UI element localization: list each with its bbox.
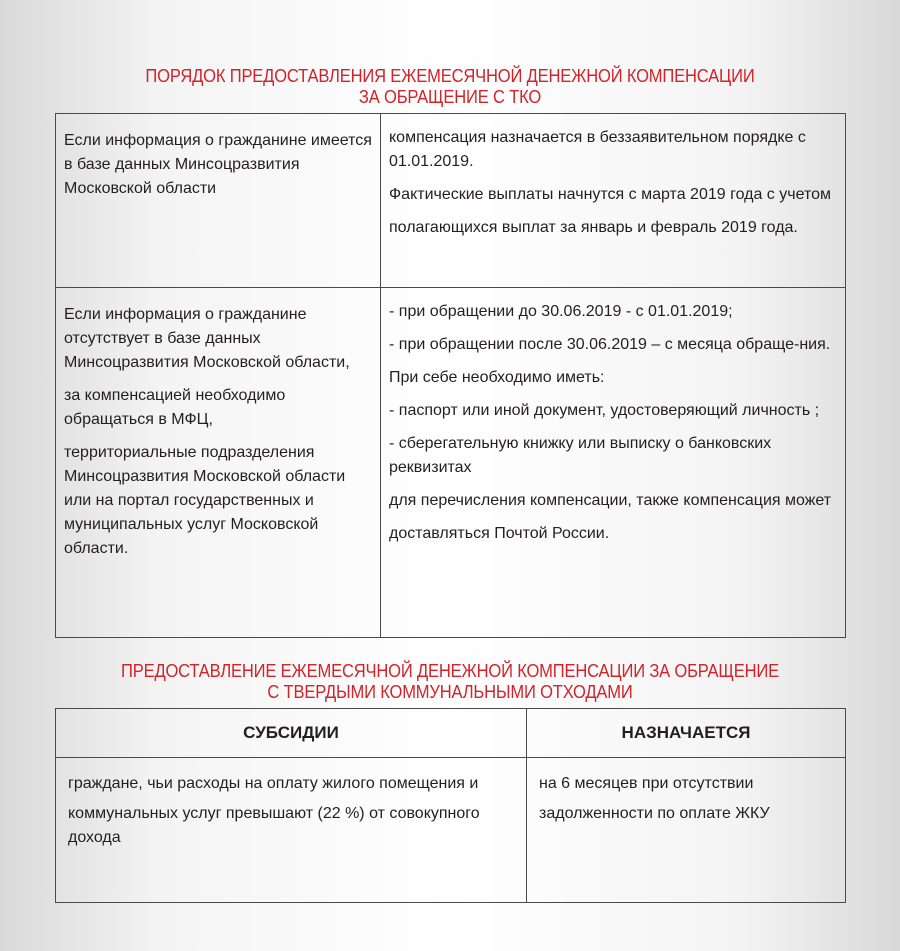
details-text: компенсация назначается в беззаявительном порядке с 01.01.2019. <box>389 129 806 170</box>
table-row <box>56 114 846 288</box>
assigned-text: задолженности по оплате ЖКУ <box>539 805 770 822</box>
column-header-assigned: НАЗНАЧАЕТСЯ <box>527 709 846 758</box>
condition-cell <box>56 288 381 638</box>
condition-text: Если информация о гражданине отсутствует в базе данных Минсоцразвития Московской области, <box>64 306 350 371</box>
details-text: - при обращении после 30.06.2019 – с месяца обраще-ния. <box>389 336 831 353</box>
table-header-row <box>56 709 846 758</box>
table-row <box>56 758 846 903</box>
subsidies-cell <box>56 758 527 903</box>
details-text: - паспорт или иной документ, удостоверяющий личность ; <box>389 402 820 419</box>
details-text: доставляться Почтой России. <box>389 525 610 542</box>
section1-title-line2: ЗА ОБРАЩЕНИЕ С ТКО <box>358 87 542 107</box>
condition-text: территориальные подразделения Минсоцразвития Московской области или на портал государственных и муниципальных услуг Московской области. <box>64 444 346 557</box>
condition-text: за компенсацией необходимо обращаться в МФЦ, <box>64 387 286 428</box>
details-text: - при обращении до 30.06.2019 - с 01.01.2019; <box>389 303 733 320</box>
section1-title <box>36 66 864 108</box>
subsidy-table <box>55 708 846 903</box>
subsidies-text: граждане, чьи расходы на оплату жилого помещения и <box>68 775 479 792</box>
section1-title-line1: ПОРЯДОК ПРЕДОСТАВЛЕНИЯ ЕЖЕМЕСЯЧНОЙ ДЕНЕЖНОЙ КОМПЕНСАЦИИ <box>145 66 755 86</box>
details-text: полагающихся выплат за январь и февраль 2019 года. <box>389 219 798 236</box>
condition-cell <box>56 114 381 288</box>
column-header-subsidies: СУБСИДИИ <box>56 709 527 758</box>
subsidies-text: коммунальных услуг превышают (22 %) от совокупного дохода <box>68 805 480 846</box>
table-row <box>56 288 846 638</box>
details-text: для перечисления компенсации, также компенсация может <box>389 492 832 509</box>
compensation-procedure-table <box>55 113 846 638</box>
details-text: - сберегательную книжку или выписку о банковских реквизитах <box>389 435 772 476</box>
details-text: При себе необходимо иметь: <box>389 369 605 386</box>
section2-title <box>36 661 864 703</box>
section2-title-line2: С ТВЕРДЫМИ КОММУНАЛЬНЫМИ ОТХОДАМИ <box>267 682 633 702</box>
details-cell <box>381 288 846 638</box>
condition-text: Если информация о гражданине имеется в базе данных Минсоцразвития Московской области <box>64 132 372 197</box>
details-cell <box>381 114 846 288</box>
assigned-text: на 6 месяцев при отсутствии <box>539 775 754 792</box>
section2-title-line1: ПРЕДОСТАВЛЕНИЕ ЕЖЕМЕСЯЧНОЙ ДЕНЕЖНОЙ КОМПЕНСАЦИИ ЗА ОБРАЩЕНИЕ <box>121 661 779 681</box>
details-text: Фактические выплаты начнутся с марта 2019 года с учетом <box>389 186 831 203</box>
assigned-cell <box>527 758 846 903</box>
